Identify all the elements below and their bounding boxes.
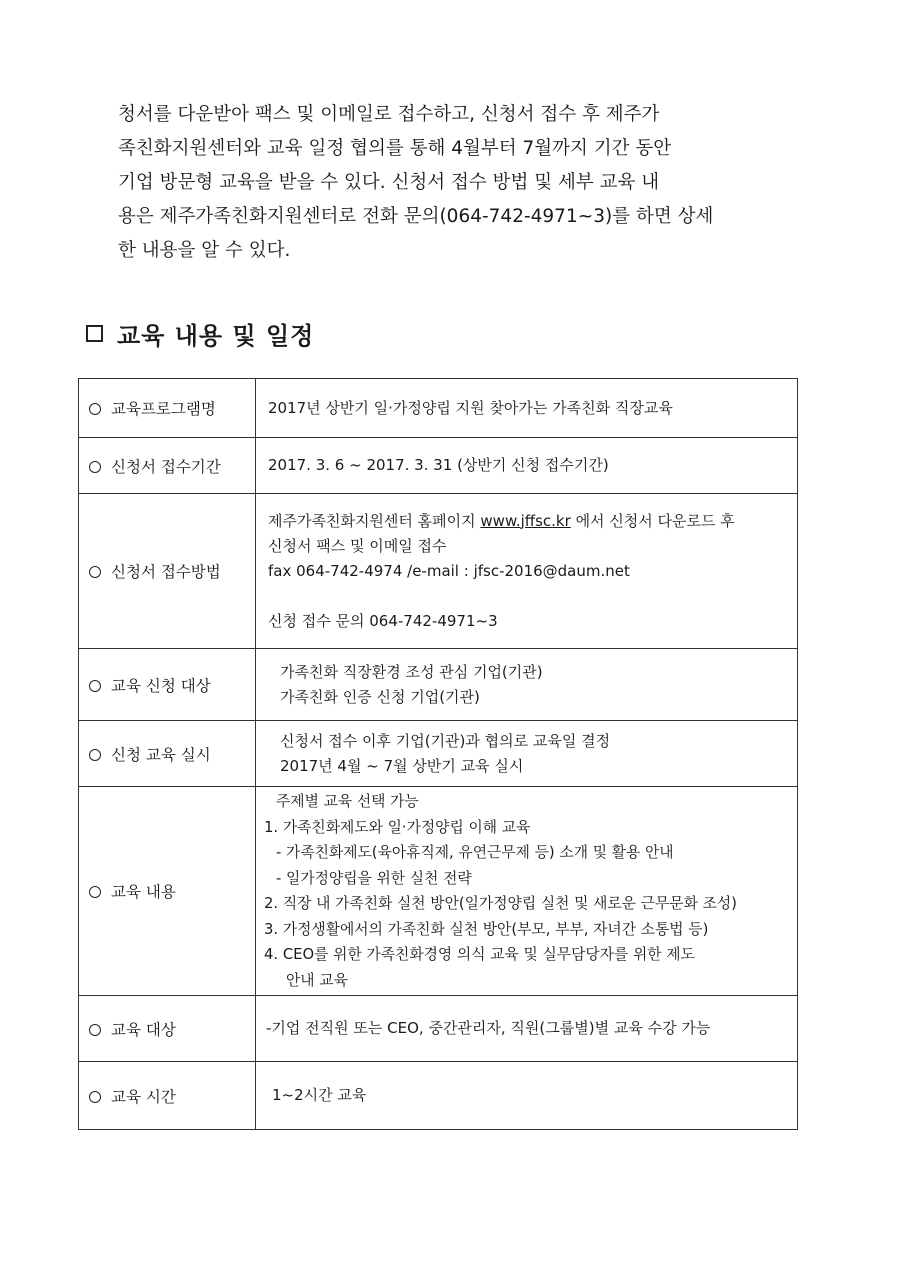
row-value — [256, 649, 798, 721]
row-label: 교육 내용 — [79, 787, 256, 996]
method-line-3: fax 064-742-4974 /e-mail : jfsc-2016@daum.net — [268, 561, 630, 580]
circle-bullet-icon — [89, 461, 101, 473]
table-row — [79, 996, 798, 1062]
intro-line: 족친화지원센터와 교육 일정 협의를 통해 4월부터 7월까지 기간 동안 — [118, 138, 672, 159]
section-title-text: 교육 내용 및 일정 — [117, 322, 315, 350]
intro-paragraph — [118, 98, 808, 268]
content-item-1: 1. 가족친화제도와 일·가정양립 이해 교육 — [264, 818, 531, 836]
method-line-4: 신청 접수 문의 064-742-4971~3 — [268, 611, 498, 630]
row-label: 교육프로그램명 — [79, 379, 256, 438]
content-sub-1: - 가족친화제도(육아휴직제, 유연근무제 등) 소개 및 활용 안내 — [276, 844, 674, 861]
row-label: 신청서 접수방법 — [79, 494, 256, 649]
method-line-2: 신청서 팩스 및 이메일 접수 — [268, 536, 447, 555]
intro-line: 청서를 다운받아 팩스 및 이메일로 접수하고, 신청서 접수 후 제주가 — [118, 104, 660, 125]
row-label: 신청 교육 실시 — [79, 721, 256, 787]
method-line-1: 제주가족친화지원센터 홈페이지 www.jffsc.kr 에서 신청서 다운로드 후 — [268, 511, 735, 530]
table-row — [79, 721, 798, 787]
homepage-link[interactable]: www.jffsc.kr — [480, 511, 571, 530]
circle-bullet-icon — [89, 680, 101, 692]
target-line: 가족친화 인증 신청 기업(기관) — [280, 687, 480, 706]
table-row — [79, 787, 798, 996]
row-value: 1~2시간 교육 — [256, 1062, 798, 1130]
row-value: 2017. 3. 6 ~ 2017. 3. 31 (상반기 신청 접수기간) — [256, 438, 798, 494]
content-sub-2: - 일가정양립을 위한 실천 전략 — [276, 869, 472, 887]
execution-line: 신청서 접수 이후 기업(기관)과 협의로 교육일 결정 — [280, 731, 611, 750]
intro-line: 한 내용을 알 수 있다. — [118, 240, 291, 261]
table-row — [79, 379, 798, 438]
row-value — [256, 494, 798, 649]
target-line: 가족친화 직장환경 조성 관심 기업(기관) — [280, 662, 543, 681]
circle-bullet-icon — [89, 1091, 101, 1103]
table-row — [79, 438, 798, 494]
intro-line: 용은 제주가족친화지원센터로 전화 문의(064-742-4971~3)를 하면 상세 — [118, 206, 714, 227]
section-title — [86, 316, 314, 351]
circle-bullet-icon — [89, 1024, 101, 1036]
circle-bullet-icon — [89, 403, 101, 415]
circle-bullet-icon — [89, 749, 101, 761]
content-item-3: 3. 가정생활에서의 가족친화 실천 방안(부모, 부부, 자녀간 소통법 등) — [264, 920, 709, 938]
table-row — [79, 494, 798, 649]
education-info-table — [78, 378, 798, 1130]
row-label: 교육 대상 — [79, 996, 256, 1062]
row-value: 2017년 상반기 일·가정양립 지원 찾아가는 가족친화 직장교육 — [256, 379, 798, 438]
content-item-4-cont: 안내 교육 — [286, 971, 348, 989]
intro-line: 기업 방문형 교육을 받을 수 있다. 신청서 접수 방법 및 세부 교육 내 — [118, 172, 660, 193]
row-label: 신청서 접수기간 — [79, 438, 256, 494]
square-bullet-icon — [86, 325, 103, 342]
table-row — [79, 1062, 798, 1130]
row-label: 교육 시간 — [79, 1062, 256, 1130]
content-item-2: 2. 직장 내 가족친화 실천 방안(일가정양립 실천 및 새로운 근무문화 조성) — [264, 895, 737, 912]
table-row — [79, 649, 798, 721]
circle-bullet-icon — [89, 566, 101, 578]
execution-line: 2017년 4월 ~ 7월 상반기 교육 실시 — [280, 756, 524, 775]
content-item-4: 4. CEO를 위한 가족친화경영 의식 교육 및 실무담당자를 위한 제도 — [264, 946, 695, 963]
circle-bullet-icon — [89, 886, 101, 898]
row-value: -기업 전직원 또는 CEO, 중간관리자, 직원(그룹별)별 교육 수강 가능 — [256, 996, 798, 1062]
row-value — [256, 787, 798, 996]
row-value — [256, 721, 798, 787]
content-header: 주제별 교육 선택 가능 — [276, 793, 419, 810]
row-label: 교육 신청 대상 — [79, 649, 256, 721]
